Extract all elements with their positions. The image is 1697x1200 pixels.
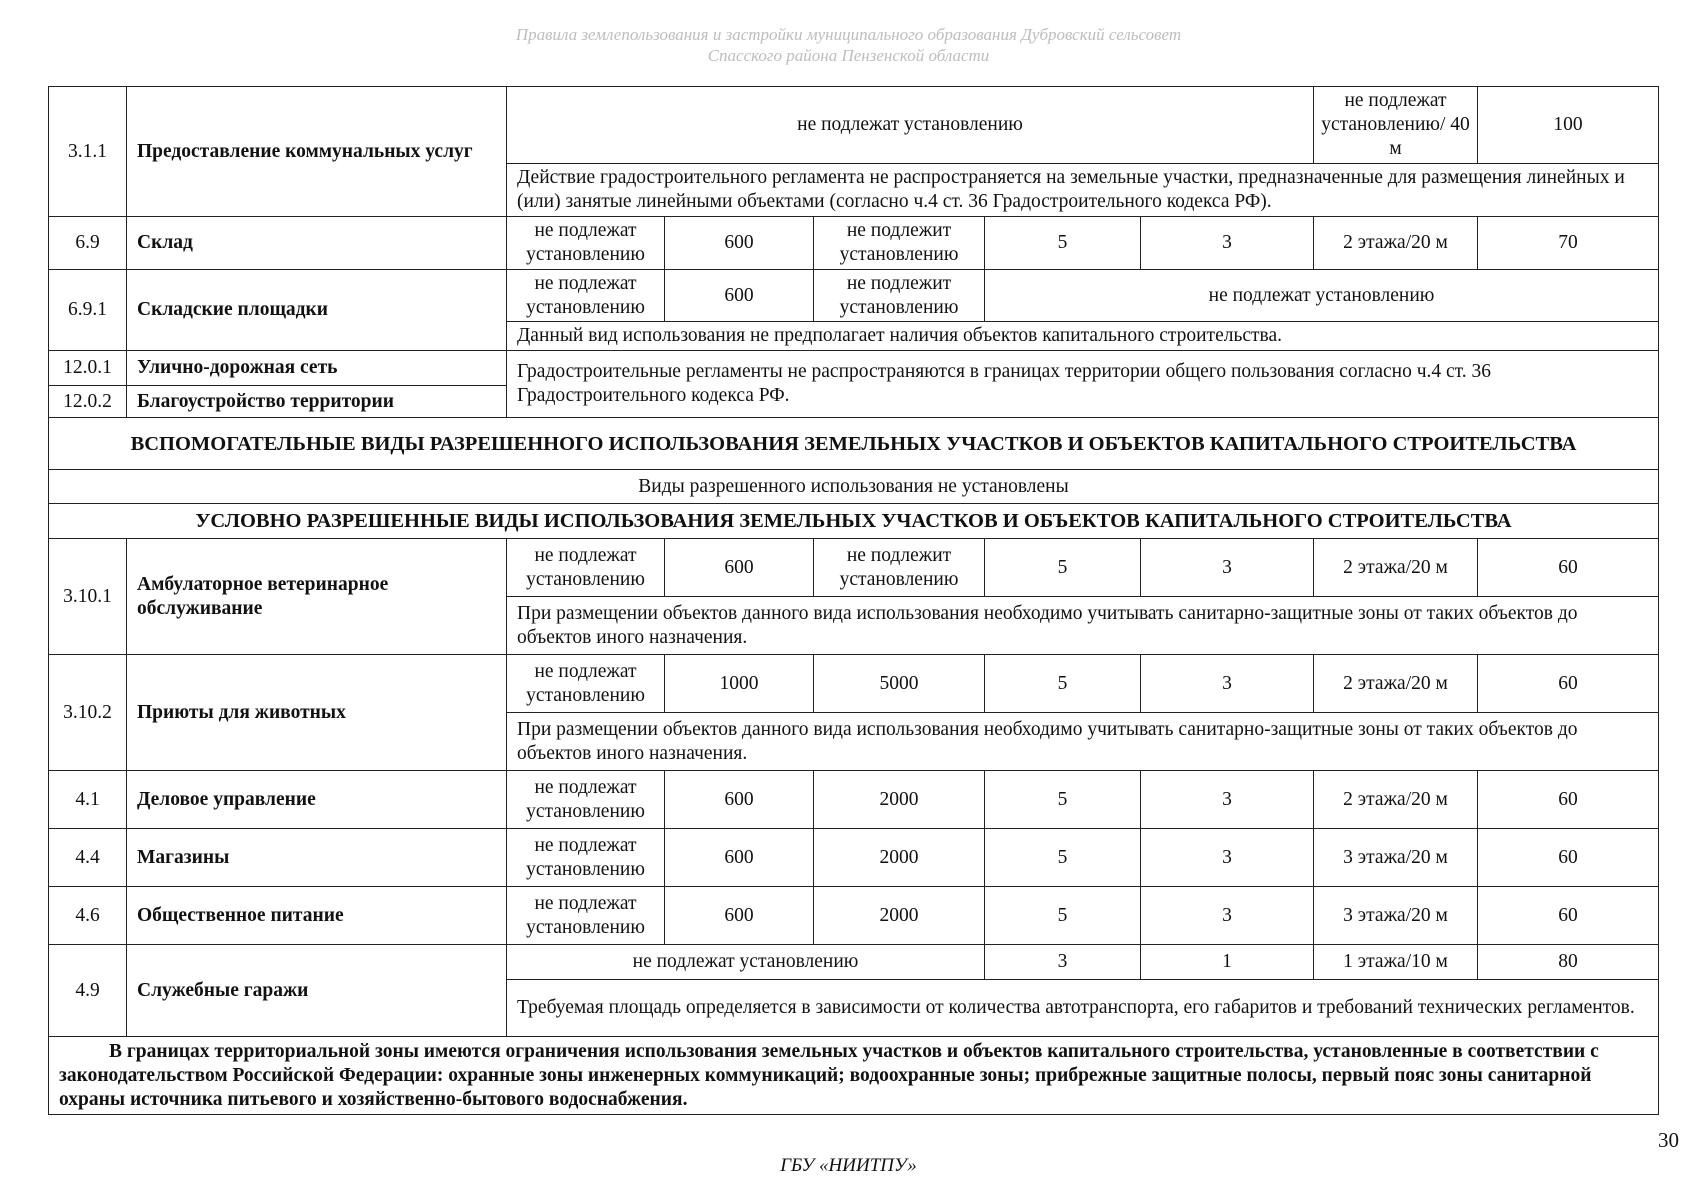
- row-note: При размещении объектов данного вида использования необходимо учитывать санитарно-защитные зоны от таких объектов до объектов иного назначения.: [507, 713, 1659, 771]
- table-cell: 2000: [814, 829, 985, 887]
- table-cell: не подлежат установлению: [507, 270, 665, 322]
- table-cell: не подлежат установлению: [507, 539, 665, 597]
- table-cell: не подлежит установлению: [814, 539, 985, 597]
- page-header: [0, 24, 1697, 66]
- table-row: [49, 217, 1659, 270]
- table-cell: 60: [1478, 887, 1659, 945]
- table-cell: 60: [1478, 655, 1659, 713]
- table-cell: не подлежат установлению: [507, 771, 665, 829]
- table-cell: 3: [1141, 887, 1314, 945]
- row-code: 4.6: [49, 887, 127, 945]
- row-note: Данный вид использования не предполагает наличия объектов капитального строительства.: [507, 322, 1659, 351]
- row-code: 6.9: [49, 217, 127, 270]
- table-cell: не подлежат установлению: [507, 655, 665, 713]
- table-cell: 3: [1141, 539, 1314, 597]
- table-row: [49, 771, 1659, 829]
- row-code: 12.0.2: [49, 386, 127, 418]
- row-name: Приюты для животных: [127, 655, 507, 771]
- row-code: 3.10.2: [49, 655, 127, 771]
- table-row: [49, 87, 1659, 164]
- table-cell: 60: [1478, 829, 1659, 887]
- row-name: Общественное питание: [127, 887, 507, 945]
- table-cell: 3: [1141, 771, 1314, 829]
- table-cell: 5: [985, 771, 1141, 829]
- table-cell: 60: [1478, 539, 1659, 597]
- table-cell: 70: [1478, 217, 1659, 270]
- table-cell: 5: [985, 655, 1141, 713]
- row-name: Служебные гаражи: [127, 945, 507, 1037]
- table-cell: 5: [985, 217, 1141, 270]
- table-cell: не подлежат установлению: [507, 887, 665, 945]
- table-cell: 5000: [814, 655, 985, 713]
- table-cell: 600: [665, 270, 814, 322]
- table-cell: 1: [1141, 945, 1314, 980]
- table-cell: 600: [665, 539, 814, 597]
- table-cell: 2 этажа/20 м: [1314, 771, 1478, 829]
- table-cell: не подлежит установлению: [814, 217, 985, 270]
- table-cell: 5: [985, 539, 1141, 597]
- table-cell: Виды разрешенного использования не установлены: [49, 470, 1659, 504]
- row-note: Требуемая площадь определяется в зависимости от количества автотранспорта, его габаритов и требований технических регламентов.: [507, 980, 1659, 1037]
- table-cell: не подлежат установлению/ 40 м: [1314, 87, 1478, 164]
- row-name: Благоустройство территории: [127, 386, 507, 418]
- row-name: Магазины: [127, 829, 507, 887]
- table-row: [49, 470, 1659, 504]
- table-cell: 5: [985, 829, 1141, 887]
- table-cell: 1000: [665, 655, 814, 713]
- header-line-2: Спасского района Пензенской области: [707, 46, 990, 65]
- section-heading: УСЛОВНО РАЗРЕШЕННЫЕ ВИДЫ ИСПОЛЬЗОВАНИЯ ЗЕМЕЛЬНЫХ УЧАСТКОВ И ОБЪЕКТОВ КАПИТАЛЬНОГО СТРОИТЕЛЬСТВА: [49, 504, 1659, 539]
- table-cell: 3: [1141, 655, 1314, 713]
- row-name: Амбулаторное ветеринарное обслуживание: [127, 539, 507, 655]
- table-cell: не подлежат установлению: [507, 945, 985, 980]
- table-row: [49, 504, 1659, 539]
- table-row: [49, 945, 1659, 980]
- row-name: Складские площадки: [127, 270, 507, 351]
- page-footer: ГБУ «НИИТПУ»: [780, 1155, 917, 1176]
- table-cell: не подлежит установлению: [814, 270, 985, 322]
- table-row: [49, 655, 1659, 713]
- table-cell: не подлежат установлению: [507, 829, 665, 887]
- table-cell: 3: [1141, 829, 1314, 887]
- table-cell: 3 этажа/20 м: [1314, 829, 1478, 887]
- row-note: При размещении объектов данного вида использования необходимо учитывать санитарно-защитные зоны от таких объектов до объектов иного назначения.: [507, 597, 1659, 655]
- table-cell: 600: [665, 829, 814, 887]
- table-row: [49, 351, 1659, 386]
- table-cell: не подлежат установлению: [985, 270, 1659, 322]
- table-cell: не подлежат установлению: [507, 217, 665, 270]
- row-note: Градостроительные регламенты не распространяются в границах территории общего пользования согласно ч.4 ст. 36 Градостроительного кодекса РФ.: [507, 351, 1659, 418]
- table-cell: 2 этажа/20 м: [1314, 217, 1478, 270]
- table-cell: 1 этажа/10 м: [1314, 945, 1478, 980]
- table-cell: 80: [1478, 945, 1659, 980]
- table-row: [49, 829, 1659, 887]
- table-row: [49, 1037, 1659, 1115]
- section-heading: ВСПОМОГАТЕЛЬНЫЕ ВИДЫ РАЗРЕШЕННОГО ИСПОЛЬЗОВАНИЯ ЗЕМЕЛЬНЫХ УЧАСТКОВ И ОБЪЕКТОВ КАПИТАЛЬНОГО СТРОИТЕЛЬСТВА: [49, 418, 1659, 470]
- table-cell: 2 этажа/20 м: [1314, 655, 1478, 713]
- zone-restrictions-note: В границах территориальной зоны имеются ограничения использования земельных участков и объектов капитального строительства, установленные в соответствии с законодательством Российской Федерации: охранные зоны инженерных коммуникаций; водоохранные зоны; прибрежные защитные полосы, первый пояс зоны санитарной охраны источника питьевого и хозяйственно-бытового водоснабжения.: [49, 1037, 1659, 1115]
- table-cell: 2000: [814, 771, 985, 829]
- row-code: 12.0.1: [49, 351, 127, 386]
- table-cell: 3: [1141, 217, 1314, 270]
- row-name: Улично-дорожная сеть: [127, 351, 507, 386]
- row-name: Предоставление коммунальных услуг: [127, 87, 507, 217]
- table-cell: 2000: [814, 887, 985, 945]
- table-cell: 100: [1478, 87, 1659, 164]
- table-cell: 600: [665, 217, 814, 270]
- table-row: [49, 270, 1659, 322]
- table-cell: не подлежат установлению: [507, 87, 1314, 164]
- table-row: [49, 539, 1659, 597]
- table-row: [49, 887, 1659, 945]
- table-cell: 3: [985, 945, 1141, 980]
- row-note: Действие градостроительного регламента не распространяется на земельные участки, предназначенные для размещения линейных и (или) занятые линейными объектами (согласно ч.4 ст. 36 Градостроительного кодекса РФ).: [507, 164, 1659, 217]
- table-cell: 600: [665, 887, 814, 945]
- table-cell: 600: [665, 771, 814, 829]
- table-cell: 2 этажа/20 м: [1314, 539, 1478, 597]
- row-code: 3.1.1: [49, 87, 127, 217]
- row-code: 3.10.1: [49, 539, 127, 655]
- table-cell: 60: [1478, 771, 1659, 829]
- table-cell: 5: [985, 887, 1141, 945]
- header-line-1: Правила землепользования и застройки муниципального образования Дубровский сельсовет: [515, 25, 1182, 44]
- row-name: Склад: [127, 217, 507, 270]
- row-code: 4.9: [49, 945, 127, 1037]
- row-code: 4.1: [49, 771, 127, 829]
- table-cell: 3 этажа/20 м: [1314, 887, 1478, 945]
- regulations-table: [48, 86, 1659, 1115]
- row-code: 6.9.1: [49, 270, 127, 351]
- row-code: 4.4: [49, 829, 127, 887]
- row-name: Деловое управление: [127, 771, 507, 829]
- page-number: 30: [1658, 1128, 1679, 1152]
- table-row: [49, 418, 1659, 470]
